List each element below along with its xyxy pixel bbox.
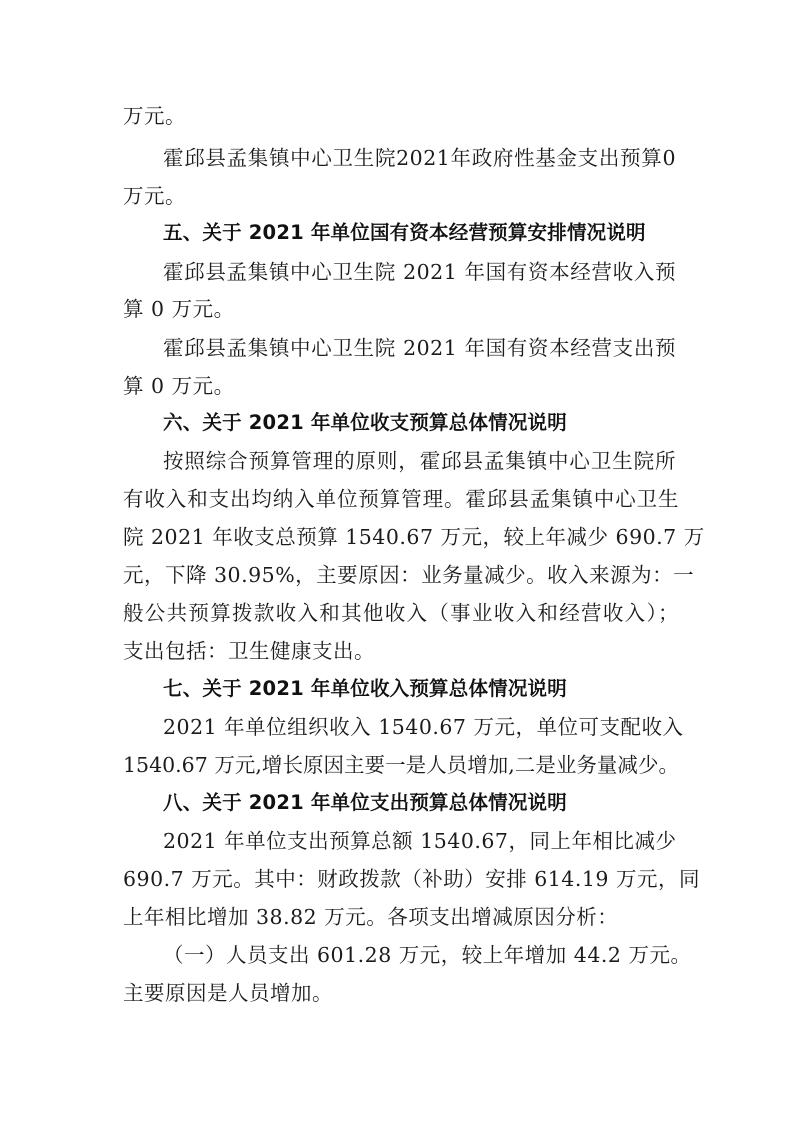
- paragraph-line: 万元。: [123, 104, 186, 128]
- paragraph-line: 690.7 万元。其中：财政拨款（补助）安排 614.19 万元，同: [123, 867, 700, 891]
- paragraph-line: 上年相比增加 38.82 万元。各项支出增减原因分析：: [123, 905, 619, 929]
- paragraph-line: 按照综合预算管理的原则，霍邱县孟集镇中心卫生院所: [163, 449, 676, 473]
- paragraph-line: 算 0 万元。: [123, 374, 235, 398]
- section-heading: 六、关于 2021 年单位收支预算总体情况说明: [163, 411, 567, 434]
- section-heading: 五、关于 2021 年单位国有资本经营预算安排情况说明: [163, 221, 646, 244]
- paragraph-line: 霍邱县孟集镇中心卫生院 2021 年国有资本经营支出预: [163, 336, 676, 360]
- section-heading: 七、关于 2021 年单位收入预算总体情况说明: [163, 677, 567, 700]
- paragraph-line: 2021 年单位支出预算总额 1540.67，同上年相比减少: [163, 829, 677, 853]
- paragraph-line: 元，下降 30.95%，主要原因：业务量减少。收入来源为：一: [123, 563, 695, 587]
- paragraph-line: 1540.67 万元,增长原因主要一是人员增加,二是业务量减少。: [123, 753, 679, 777]
- paragraph-line: 霍邱县孟集镇中心卫生院2021年政府性基金支出预算0: [163, 146, 676, 170]
- paragraph-line: 主要原因是人员增加。: [123, 981, 333, 1005]
- paragraph-line: 院 2021 年收支总预算 1540.67 万元，较上年减少 690.7 万: [123, 525, 705, 549]
- section-heading: 八、关于 2021 年单位支出预算总体情况说明: [163, 791, 567, 814]
- paragraph-line: （一）人员支出 601.28 万元，较上年增加 44.2 万元。: [163, 943, 692, 967]
- paragraph-line: 万元。: [123, 184, 186, 208]
- paragraph-line: 2021 年单位组织收入 1540.67 万元，单位可支配收入: [163, 715, 684, 739]
- paragraph-line: 算 0 万元。: [123, 297, 235, 321]
- paragraph-line: 支出包括：卫生健康支出。: [123, 639, 375, 663]
- paragraph-line: 般公共预算拨款收入和其他收入（事业收入和经营收入）；: [123, 601, 679, 625]
- paragraph-line: 有收入和支出均纳入单位预算管理。霍邱县孟集镇中心卫生: [123, 487, 679, 511]
- paragraph-line: 霍邱县孟集镇中心卫生院 2021 年国有资本经营收入预: [163, 260, 676, 284]
